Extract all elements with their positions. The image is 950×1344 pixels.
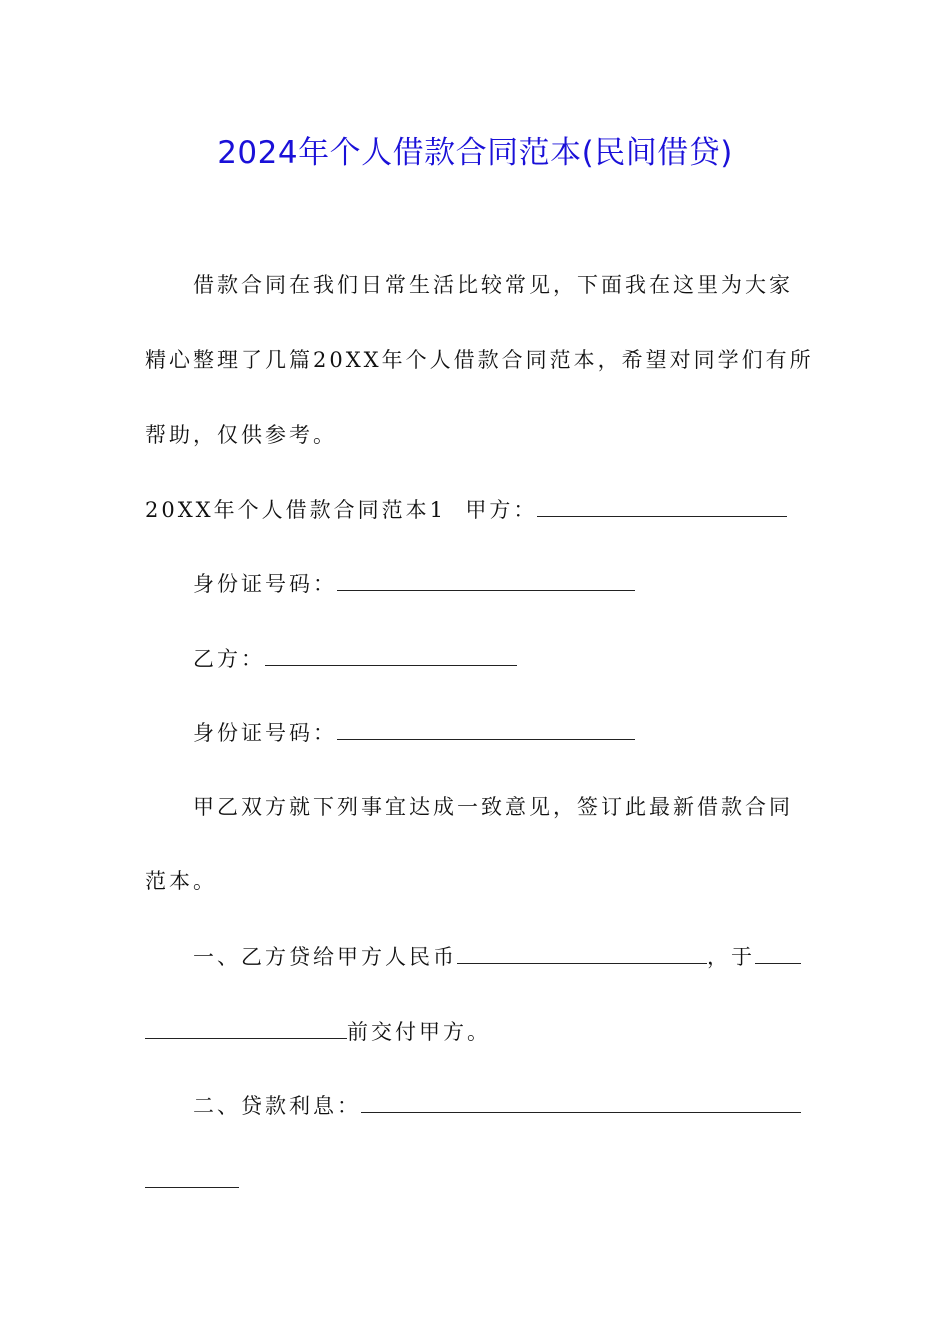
interest-blank[interactable] <box>361 1090 801 1113</box>
id-row-b <box>193 717 863 748</box>
id-blank-b[interactable] <box>337 717 635 740</box>
party-b-blank[interactable] <box>265 643 517 666</box>
id-label-a: 身份证号码： <box>193 572 337 596</box>
date-blank-end[interactable] <box>145 1016 347 1039</box>
agreement-line-2: 范本。 <box>145 869 217 893</box>
document-title: 2024年个人借款合同范本(民间借贷) <box>217 135 733 171</box>
amount-blank[interactable] <box>457 941 707 964</box>
interest-blank-end[interactable] <box>145 1165 239 1188</box>
clause-1-mid: ，于 <box>707 945 755 969</box>
intro-line-3: 帮助，仅供参考。 <box>145 423 337 447</box>
clause-2-continuation <box>145 1165 815 1196</box>
clause-1-prefix: 一、乙方贷给甲方人民币 <box>193 945 457 969</box>
contract-heading-row <box>145 494 815 525</box>
clause-1-continuation <box>145 1016 815 1047</box>
clause-1-suffix: 前交付甲方。 <box>347 1020 491 1044</box>
id-blank-a[interactable] <box>337 568 635 591</box>
party-a-blank[interactable] <box>537 494 787 517</box>
intro-line-1: 借款合同在我们日常生活比较常见，下面我在这里为大家 <box>193 273 793 297</box>
clause-1-row <box>193 941 863 972</box>
id-label-b: 身份证号码： <box>193 721 337 745</box>
id-row-a <box>193 568 863 599</box>
clause-2-label: 二、贷款利息： <box>193 1094 361 1118</box>
clause-2-row <box>193 1090 863 1121</box>
party-a-label: 甲方： <box>465 498 538 522</box>
party-b-label: 乙方： <box>193 647 265 671</box>
agreement-line-1: 甲乙双方就下列事宜达成一致意见，签订此最新借款合同 <box>193 795 793 819</box>
date-blank-start[interactable] <box>755 941 801 964</box>
party-b-row <box>193 643 863 674</box>
contract-heading: 20XX年个人借款合同范本1 <box>145 498 446 522</box>
intro-line-2: 精心整理了几篇20XX年个人借款合同范本，希望对同学们有所 <box>145 348 814 372</box>
